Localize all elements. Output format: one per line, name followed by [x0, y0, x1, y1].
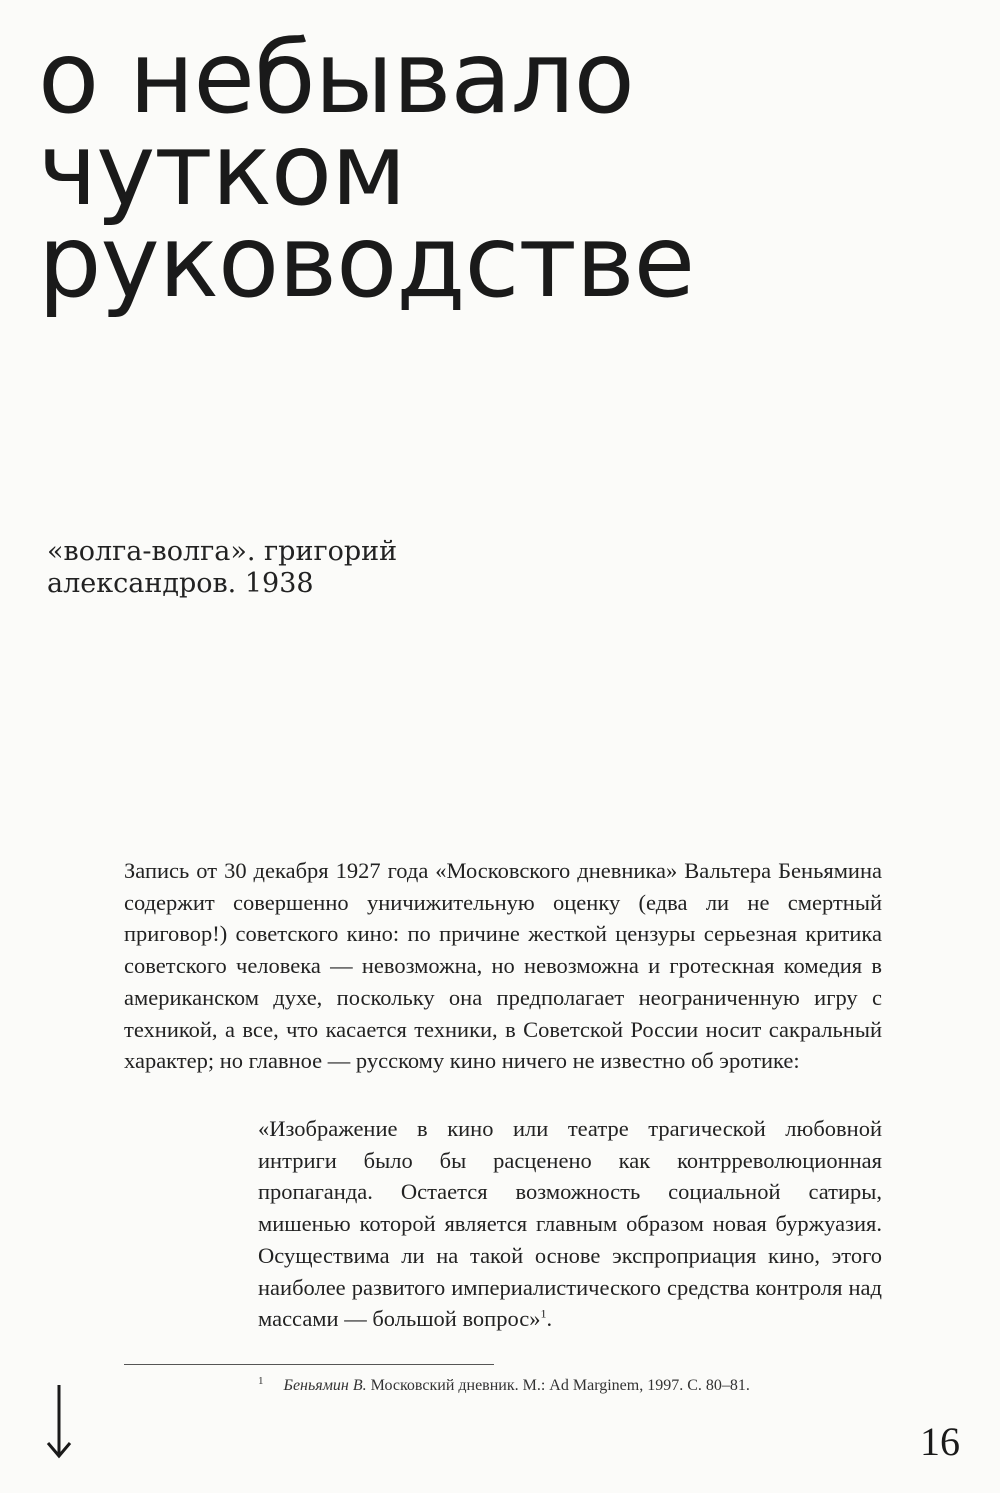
footnote-citation: Московский дневник. М.: Ad Marginem, 1997. С. 80–81.: [366, 1377, 750, 1394]
quote-end: .: [546, 1306, 553, 1332]
quote-text: «Изображение в кино или театре трагической любовной интриги было бы расценено как контрреволюционная пропаганда. Остается возможность социальной сатиры, мишенью которой является главным образом новая буржуазия. Осуществима ли на такой основе экспроприация кино, этого наиболее развитого империалистического средства контроля над массами — большой вопрос»: [258, 1116, 882, 1332]
chapter-title-line-1: о небывало: [38, 19, 634, 136]
body-paragraph: Запись от 30 декабря 1927 года «Московского дневника» Вальтера Беньямина содержит совершенно уничижительную оценку (едва ли не смертный приговор!) советского кино: по причине жесткой цензуры серьезная критика советского человека — невозможна, но невозможна и гротескная комедия в американском духе, поскольку она предполагает неограниченную игру с техникой, а все, что касается техники, в Советской России носит сакральный характер; но главное — русскому кино ничего не известно об эротике:: [124, 858, 882, 1074]
block-quote: [258, 1113, 882, 1335]
footnote-number: 1: [258, 1374, 264, 1387]
page-number: 16: [920, 1419, 960, 1464]
chapter-title: [38, 19, 695, 320]
footnote-author: Беньямин В.: [283, 1377, 367, 1394]
footnote: [258, 1376, 750, 1396]
arrow-down-icon: [45, 1383, 73, 1459]
film-subtitle: [47, 536, 397, 600]
film-subtitle-line-2: александров. 1938: [47, 568, 314, 599]
footnote-divider: [124, 1364, 494, 1365]
footnote-ref: 1: [540, 1306, 547, 1321]
film-subtitle-line-1: «волга-волга». григорий: [47, 536, 398, 567]
chapter-title-line-3: руководстве: [38, 203, 695, 320]
chapter-title-line-2: чутком: [38, 111, 406, 228]
